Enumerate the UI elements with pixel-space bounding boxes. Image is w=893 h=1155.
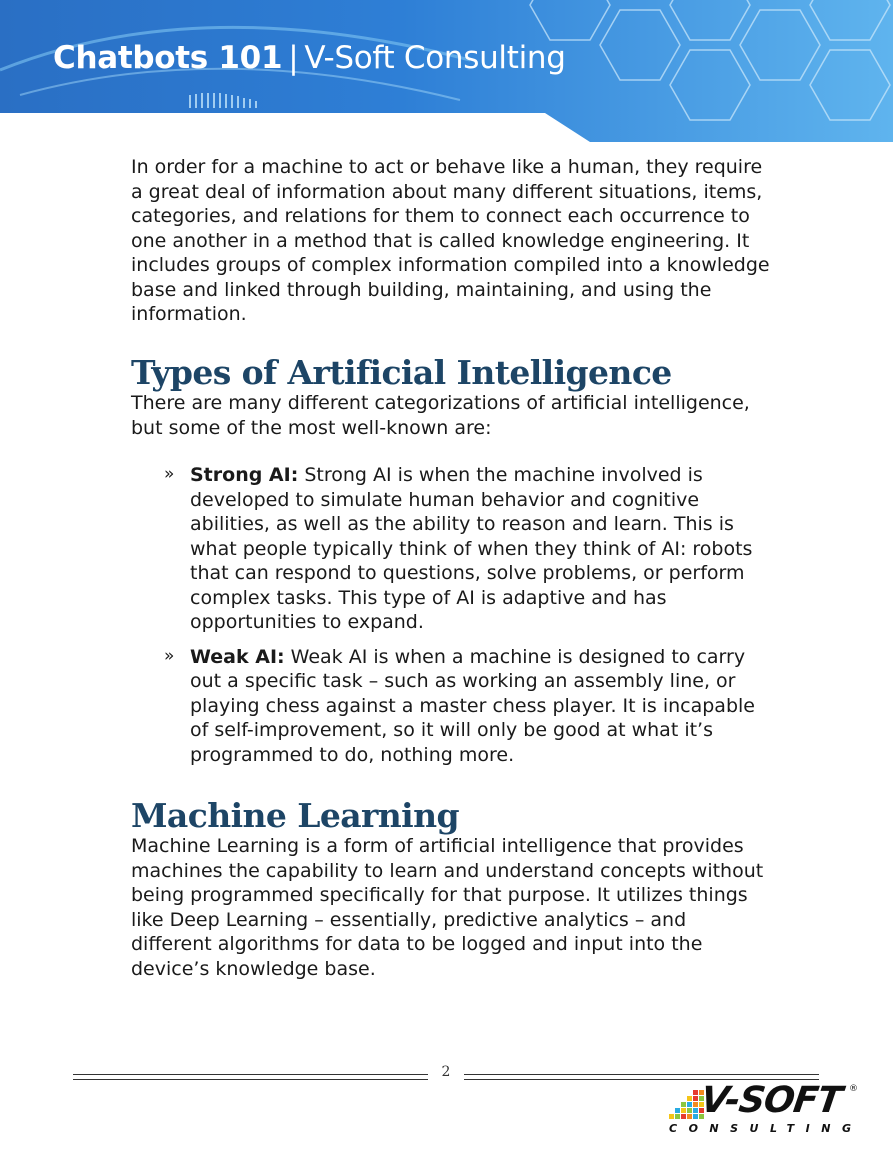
item-term: Strong AI: (190, 464, 299, 486)
title-company: V-Soft Consulting (304, 40, 566, 76)
types-heading: Types of Artificial Intelligence (131, 353, 672, 392)
document-title (53, 40, 566, 76)
logo-subtitle: CONSULTING (669, 1122, 863, 1135)
ml-paragraph: Machine Learning is a form of artificial intelligence that provides machines the capability to learn and understand concepts without being programmed specifically for that purpose. It utilizes things like Deep Learning – essentially, predictive analytics – and different algorithms for data to be logged and input into the device’s knowledge base. (131, 835, 764, 980)
page-number: 2 (441, 1064, 451, 1080)
item-term: Weak AI: (190, 645, 285, 668)
footer-rule-left (73, 1074, 428, 1080)
title-separator: | (288, 40, 299, 76)
title-bold: Chatbots 101 (53, 40, 283, 76)
bullet-icon: » (164, 464, 175, 484)
header-banner (0, 0, 893, 142)
logo-registered-mark: ® (849, 1084, 858, 1094)
ml-heading: Machine Learning (131, 796, 459, 835)
bullet-icon: » (164, 645, 175, 666)
types-paragraph: There are many different categorizations of artificial intelligence, but some of the most well-known are: (131, 392, 750, 439)
intro-paragraph: In order for a machine to act or behave like a human, they require a great deal of information about many different situations, items, categories, and relations for them to connect each occurrence to one another in a method that is called knowledge engineering. It includes groups of complex information compiled into a knowledge base and linked through building, maintaining, and using the information. (131, 156, 770, 325)
item-text: Strong AI is when the machine involved is developed to simulate human behavior and cognitive abilities, as well as the ability to reason and learn. This is what people typically think of when they think of AI: robots that can respond to questions, solve problems, or perform complex tasks. This type of AI is adaptive and has opportunities to expand. (190, 464, 753, 633)
main-content (131, 155, 771, 980)
company-logo (663, 1082, 863, 1142)
logo-wordmark: V-SOFT (698, 1080, 844, 1121)
list-item (131, 645, 771, 768)
item-text: Weak AI is when a machine is designed to carry out a specific task – such as working an assembly line, or playing chess against a master chess player. It is incapable of self-improvement, so it will only be good at what it’s programmed to do, nothing more. (190, 645, 755, 766)
list-item (131, 463, 771, 635)
ai-types-list (131, 463, 771, 777)
